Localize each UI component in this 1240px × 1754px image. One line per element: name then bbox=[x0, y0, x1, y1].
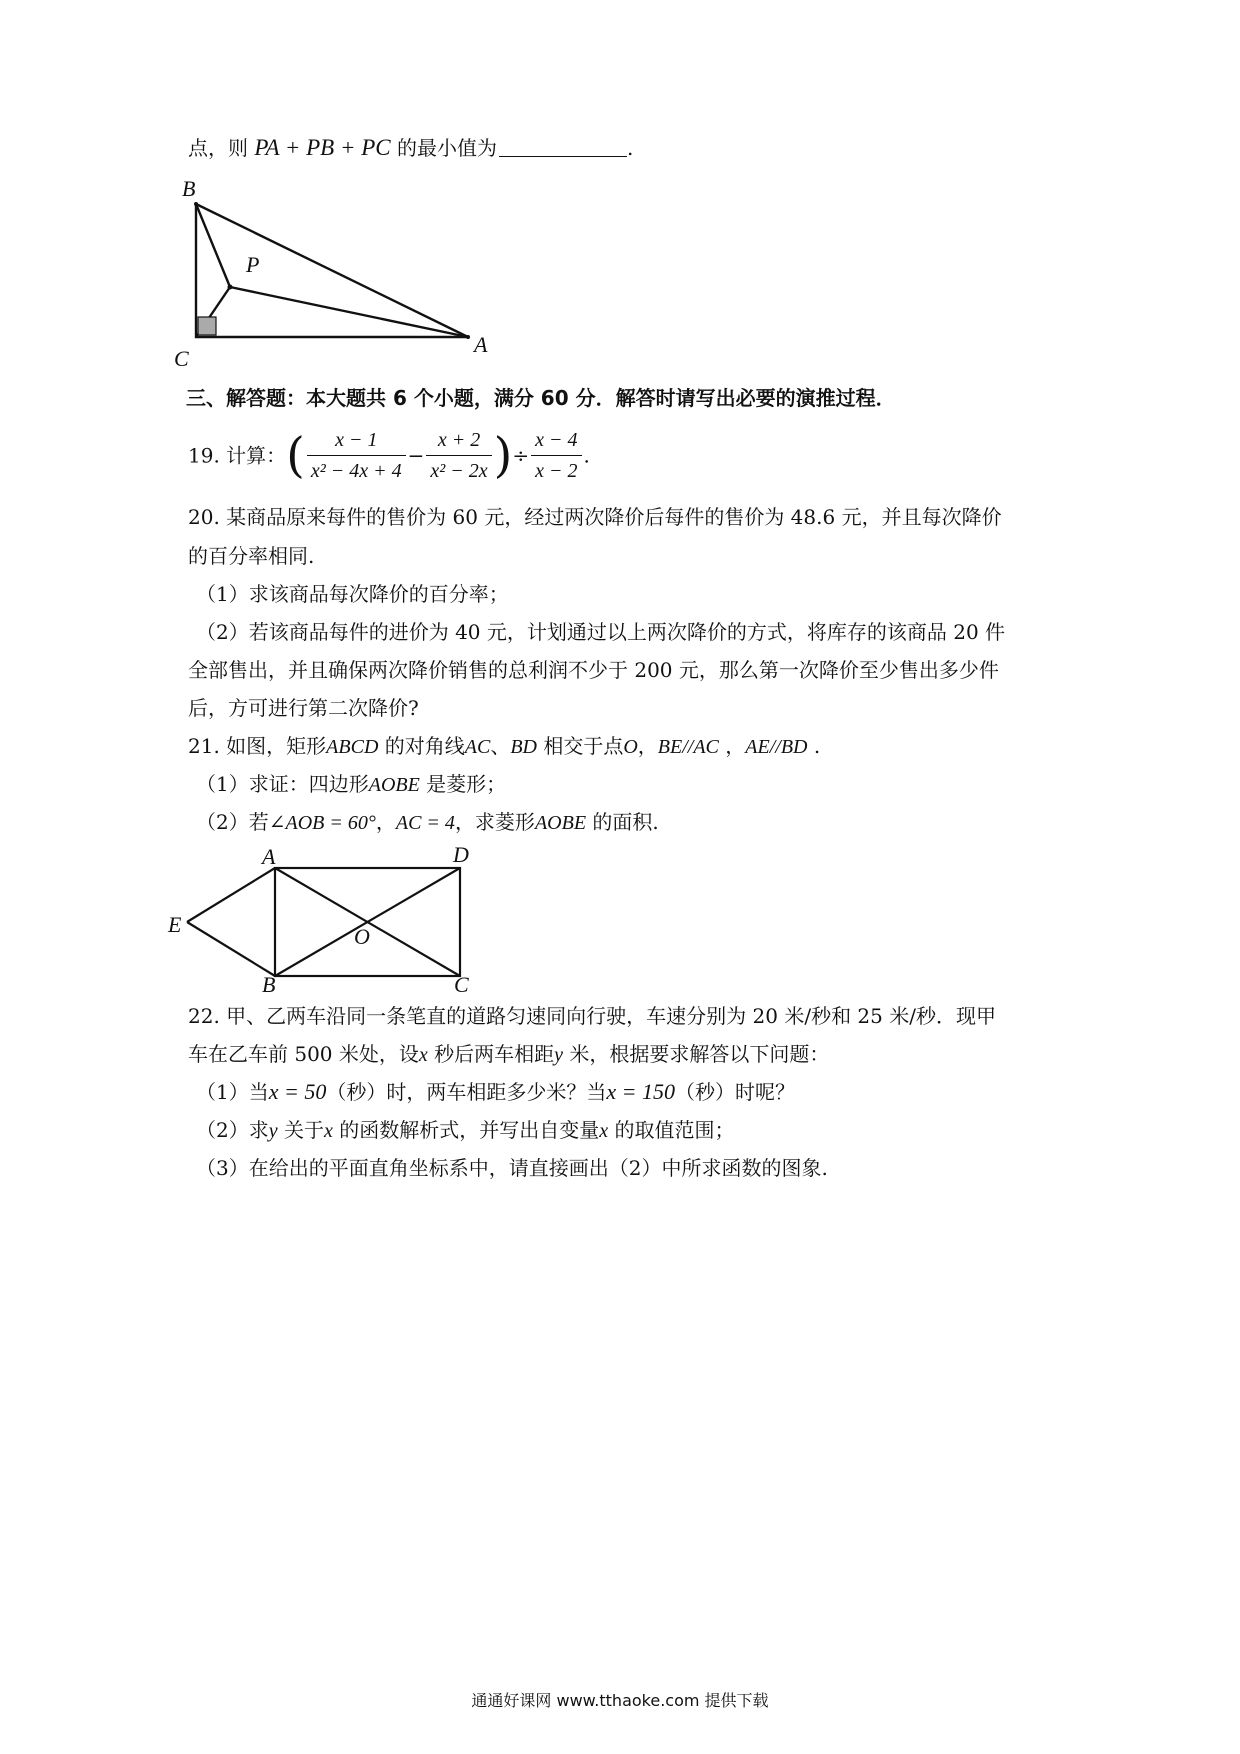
q21-ae-parallel-bd: AE//BD bbox=[745, 736, 808, 758]
q21-text-d: ， bbox=[637, 734, 658, 758]
q21-be-parallel-ac: BE//AC bbox=[657, 736, 719, 758]
q18-expression: PA + PB + PC bbox=[254, 135, 391, 160]
q21-ac: AC bbox=[464, 736, 491, 758]
q21-p2-text-c: ，求菱形 bbox=[454, 810, 535, 834]
answer-blank bbox=[499, 134, 627, 157]
q18-tail-line bbox=[188, 134, 633, 162]
q22-part-2 bbox=[196, 1116, 734, 1145]
q20-part-1: （1）求该商品每次降价的百分率； bbox=[196, 582, 509, 606]
q20-line-1: 20. 某商品原来每件的售价为 60 元，经过两次降价后每件的售价为 48.6 元，并且每次降价 bbox=[188, 505, 1002, 529]
q21-p1-text-a: （1）求证：四边形 bbox=[196, 772, 369, 796]
q22-line-2 bbox=[188, 1040, 829, 1069]
right-angle-mark bbox=[198, 317, 216, 335]
fraction-2 bbox=[426, 425, 491, 486]
label-d: D bbox=[453, 842, 469, 867]
q19-label: 19. 计算： bbox=[188, 443, 287, 468]
segment-pa bbox=[230, 287, 468, 337]
q22-x-50: x = 50 bbox=[268, 1079, 327, 1104]
section-heading: 三、解答题：本大题共 6 个小题，满分 60 分．解答时请写出必要的演推过程． bbox=[186, 386, 896, 410]
q21-p2-text-b: ， bbox=[375, 810, 396, 834]
q21-text-b: 的对角线 bbox=[378, 734, 465, 758]
q22-text-b: 秒后两车相距 bbox=[427, 1042, 555, 1066]
q21-p2-aobe: AOBE bbox=[534, 812, 587, 834]
point-p bbox=[228, 285, 233, 290]
q22-p2-text-a: （2）求 bbox=[196, 1118, 269, 1142]
label-b: B bbox=[182, 176, 196, 201]
fraction-1-numerator: x − 1 bbox=[307, 425, 406, 456]
q20-part-2-line-2: 全部售出，并且确保两次降价销售的总利润不少于 200 元，那么第一次降价至少售出多少件 bbox=[188, 658, 999, 682]
fraction-3-denominator: x − 2 bbox=[535, 460, 578, 482]
label-c: C bbox=[174, 346, 189, 371]
segment-be bbox=[187, 922, 275, 976]
q21-part-2 bbox=[196, 808, 659, 837]
q22-part-1 bbox=[196, 1078, 795, 1106]
fraction-3-numerator: x − 4 bbox=[531, 425, 581, 456]
q21-ac-equals: AC = 4 bbox=[395, 812, 455, 834]
q21-angle: ∠AOB = 60° bbox=[268, 812, 376, 834]
q21-text-c: 相交于点 bbox=[536, 734, 624, 758]
q22-p1-text-a: （1）当 bbox=[196, 1080, 269, 1104]
label-a: A bbox=[262, 844, 276, 869]
triangle-figure bbox=[170, 172, 510, 372]
label-c: C bbox=[454, 972, 469, 997]
q19-end: . bbox=[583, 443, 590, 468]
q18-prefix: 点，则 bbox=[188, 136, 255, 160]
fraction-2-denominator: x² − 2x bbox=[430, 460, 488, 482]
q21-bd: BD bbox=[510, 736, 537, 758]
q21-abcd: ABCD bbox=[326, 736, 379, 758]
right-paren: ) bbox=[493, 427, 513, 484]
q22-text-c: 米，根据要求解答以下问题： bbox=[563, 1042, 830, 1066]
fraction-1 bbox=[307, 425, 406, 486]
q21-text-a: 21. 如图，矩形 bbox=[188, 734, 327, 758]
q21-p1-aobe: AOBE bbox=[368, 774, 420, 796]
q22-x: x bbox=[418, 1044, 428, 1066]
segment-pb bbox=[196, 204, 230, 287]
q22-p2-x-2: x bbox=[599, 1120, 609, 1142]
q18-mid: 的最小值为 bbox=[390, 136, 497, 160]
label-b: B bbox=[262, 972, 276, 997]
label-p: P bbox=[246, 252, 260, 277]
q21-end: . bbox=[807, 734, 821, 758]
fraction-3 bbox=[531, 425, 581, 486]
label-e: E bbox=[168, 912, 182, 937]
q21-o: O bbox=[623, 736, 638, 758]
page-footer: 通通好课网 www.tthaoke.com 提供下载 bbox=[471, 1691, 769, 1710]
fraction-1-denominator: x² − 4x + 4 bbox=[310, 460, 402, 482]
q21-line-1 bbox=[188, 732, 820, 761]
q22-y: y bbox=[554, 1044, 564, 1066]
q20-part-2-line-3: 后，方可进行第二次降价? bbox=[188, 696, 419, 720]
label-o: O bbox=[354, 924, 370, 949]
triangle-abc bbox=[196, 204, 468, 337]
label-a: A bbox=[474, 332, 488, 357]
q22-x-150: x = 150 bbox=[606, 1079, 675, 1104]
q22-p1-text-b: （秒）时，两车相距多少米？当 bbox=[326, 1080, 607, 1104]
q18-suffix: . bbox=[626, 136, 634, 160]
q21-p2-text-d: 的面积. bbox=[586, 810, 659, 834]
minus-sign: − bbox=[407, 443, 425, 468]
rectangle-rhombus-figure bbox=[160, 840, 540, 997]
q22-p2-text-d: 的取值范围； bbox=[608, 1118, 735, 1142]
q21-p2-text-a: （2）若 bbox=[196, 810, 269, 834]
q22-p1-text-c: （秒）时呢？ bbox=[674, 1080, 795, 1104]
fraction-2-numerator: x + 2 bbox=[426, 425, 491, 456]
q22-p2-y: y bbox=[268, 1120, 278, 1142]
q20-part-2-line-1: （2）若该商品每件的进价为 40 元，计划通过以上两次降价的方式，将库存的该商品 20 件 bbox=[196, 620, 1006, 644]
q22-line-1: 22. 甲、乙两车沿同一条笔直的道路匀速同向行驶，车速分别为 20 米/秒和 25 米/秒．现甲 bbox=[188, 1004, 996, 1028]
q22-p2-x: x bbox=[323, 1120, 333, 1142]
point-a bbox=[466, 335, 470, 339]
point-b bbox=[194, 202, 198, 206]
q22-p2-text-b: 关于 bbox=[277, 1118, 324, 1142]
q21-part-1 bbox=[196, 770, 506, 799]
q21-comma: ， bbox=[718, 734, 746, 758]
q22-p2-text-c: 的函数解析式，并写出自变量 bbox=[332, 1118, 600, 1142]
q19-line bbox=[188, 424, 590, 486]
q22-text-a: 车在乙车前 500 米处，设 bbox=[188, 1042, 419, 1066]
left-paren: ( bbox=[286, 427, 305, 484]
q22-part-3: （3）在给出的平面直角坐标系中，请直接画出（2）中所求函数的图象. bbox=[196, 1156, 828, 1180]
q20-line-2: 的百分率相同. bbox=[188, 544, 315, 568]
q21-p1-text-b: 是菱形； bbox=[419, 772, 507, 796]
divide-sign: ÷ bbox=[512, 443, 530, 468]
segment-ae bbox=[187, 868, 275, 922]
q21-sep: 、 bbox=[490, 734, 511, 758]
